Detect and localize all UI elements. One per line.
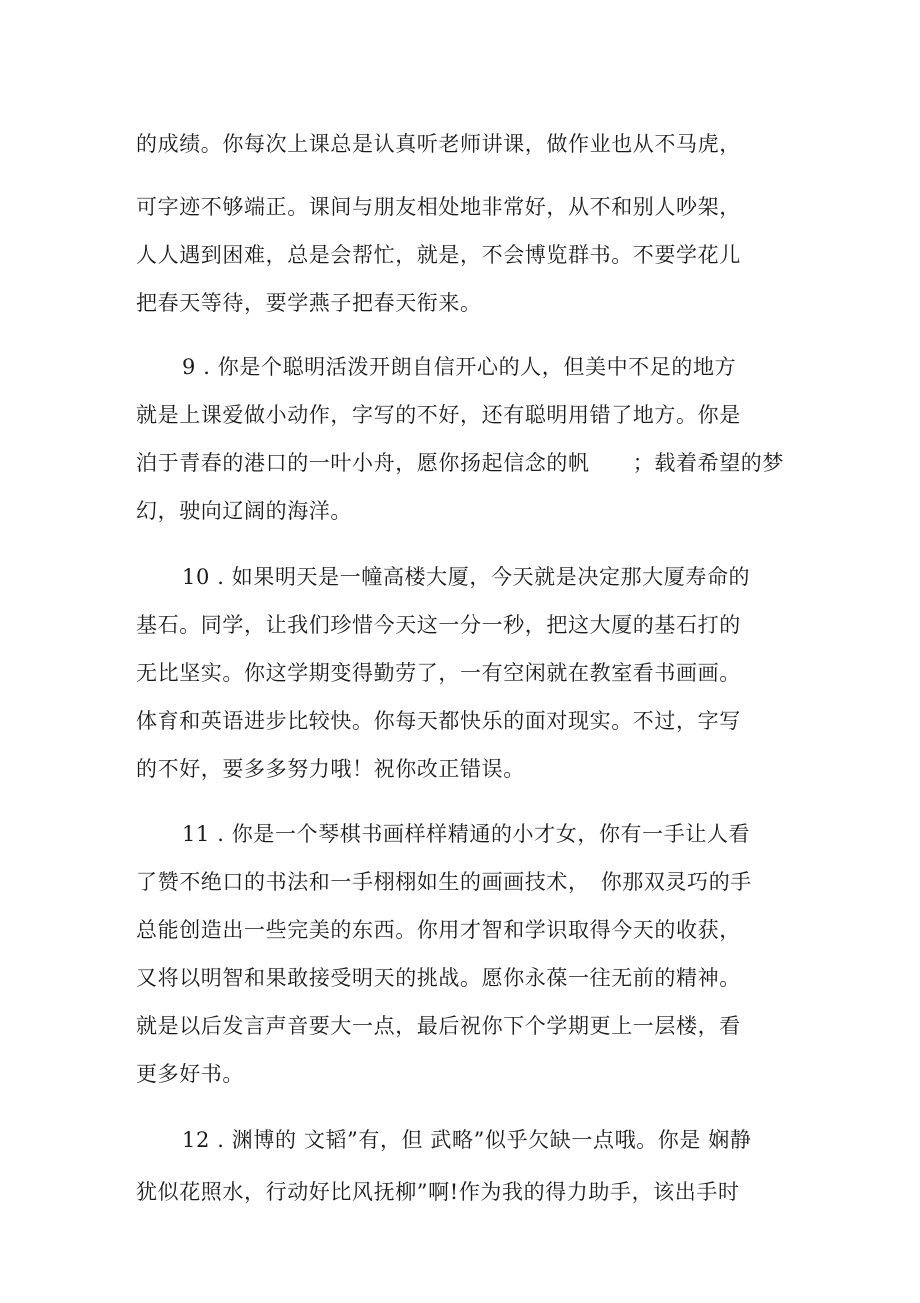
text-line: 总能创造出一些完美的东西。你用才智和学识取得今天的收获， bbox=[136, 918, 741, 942]
text-line: 可字迹不够端正。课间与朋友相处地非常好，从不和别人吵架， bbox=[136, 195, 741, 219]
text-line: 泊于青春的港口的一叶小舟，愿你扬起信念的帆 ；载着希望的梦 bbox=[136, 451, 784, 475]
paragraph-12-start: 12 . 渊博的 文韬”有，但 武略”似乎欠缺一点哦。你是 娴静 bbox=[182, 1128, 752, 1152]
text-line: 无比坚实。你这学期变得勤劳了，一有空闲就在教室看书画画。 bbox=[136, 661, 741, 685]
text-line: 基石。同学，让我们珍惜今天这一分一秒，把这大厦的基石打的 bbox=[136, 613, 741, 637]
text-line: 人人遇到困难，总是会帮忙，就是，不会博览群书。不要学花儿 bbox=[136, 243, 741, 267]
text-line: 的成绩。你每次上课总是认真听老师讲课，做作业也从不马虎， bbox=[136, 132, 741, 156]
text-line: 体育和英语进步比较快。你每天都快乐的面对现实。不过，字写 bbox=[136, 709, 741, 733]
text-line: 的不好，要多多努力哦！祝你改正错误。 bbox=[136, 757, 525, 781]
text-line: 把春天等待，要学燕子把春天衔来。 bbox=[136, 291, 482, 315]
text-line: 更多好书。 bbox=[136, 1062, 244, 1086]
text-line: 就是上课爱做小动作，字写的不好，还有聪明用错了地方。你是 bbox=[136, 403, 741, 427]
paragraph-11-start: 11 . 你是一个琴棋书画样样精通的小才女，你有一手让人看 bbox=[182, 822, 751, 846]
text-line: 幻，驶向辽阔的海洋。 bbox=[136, 499, 352, 523]
text-line: 就是以后发言声音要大一点，最后祝你下个学期更上一层楼，看 bbox=[136, 1014, 741, 1038]
paragraph-9-start: 9 . 你是个聪明活泼开朗自信开心的人，但美中不足的地方 bbox=[182, 355, 737, 379]
text-line: 又将以明智和果敢接受明天的挑战。愿你永葆一往无前的精神。 bbox=[136, 966, 741, 990]
text-line: 了赞不绝口的书法和一手栩栩如生的画画技术， 你那双灵巧的手 bbox=[136, 870, 752, 894]
paragraph-10-start: 10 . 如果明天是一幢高楼大厦，今天就是决定那大厦寿命的 bbox=[182, 565, 751, 589]
text-line: 犹似花照水，行动好比风抚柳”啊!作为我的得力助手，该出手时 bbox=[136, 1180, 740, 1204]
